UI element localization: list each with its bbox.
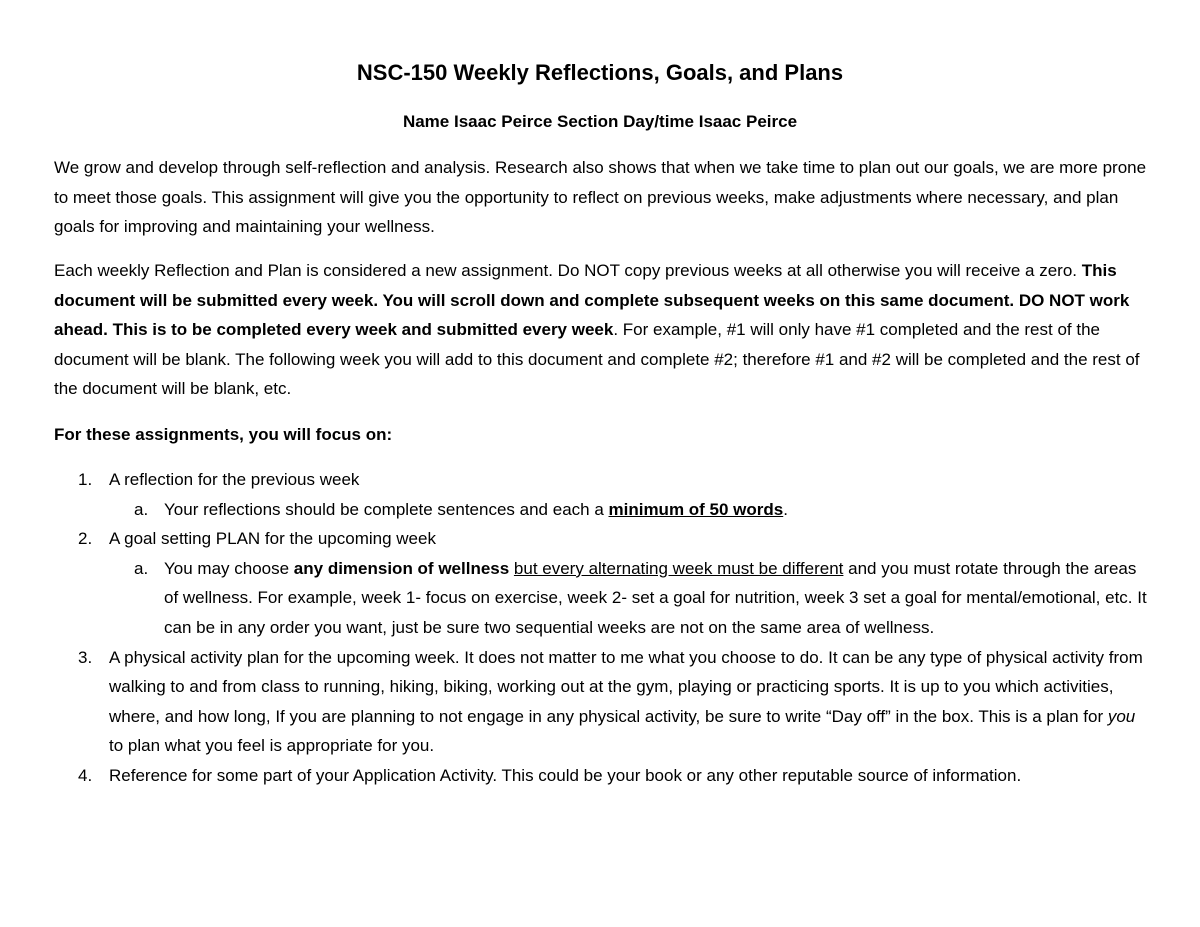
intro-paragraph: We grow and develop through self-reflection and analysis. Research also shows that when we take time to plan out our goals, we are more prone to meet those goals. This assignment will give you the opportunity to reflect on previous weeks, make adjustments where necessary, and plan goals for improving and maintaining your wellness.	[54, 158, 1147, 237]
list-number: 2.	[78, 529, 93, 549]
document-title: NSC-150 Weekly Reflections, Goals, and Plans	[356, 60, 844, 85]
list-number: 1.	[78, 470, 93, 489]
list-subitem-container	[54, 495, 1154, 525]
list-subitem	[109, 495, 1154, 525]
list-item-text: A reflection for the previous week	[109, 470, 360, 489]
list-subitem-text: You may choose	[164, 558, 294, 578]
list-subitem-text: Your reflections should be complete sentences and each a	[164, 499, 609, 519]
you-emphasis: you	[1107, 706, 1136, 726]
list-subnumber: a.	[134, 558, 149, 578]
instructions-bold-text: This document will be submitted every week. You will scroll down and complete subsequent weeks on this same document. DO NOT work ahead. This is to be completed every week and submitted every week	[54, 261, 1130, 340]
list-item	[54, 643, 1154, 761]
list-item	[54, 465, 1154, 495]
name-section-line: Name Isaac Peirce Section Day/time Isaac Peirce	[402, 112, 798, 131]
focus-heading: For these assignments, you will focus on:	[54, 425, 393, 444]
alternating-week-emphasis: but every alternating week must be different	[513, 558, 844, 578]
list-number: 4.	[78, 765, 93, 785]
instructions-text-2: . For example, #1 will only have #1 completed and the rest of the document will be blank. The following week you will add to this document and complete #2; therefore #1 and #2 will be completed and the rest of the document will be blank, etc.	[54, 320, 1140, 399]
instructions-paragraph	[54, 256, 1154, 404]
list-subitem-text-2: and you must rotate through the areas of wellness. For example, week 1- focus on exercise, week 2- set a goal for nutrition, week 3 set a goal for mental/emotional, etc. It can be in any order you want, just be sure two sequential weeks are not on the same area of wellness.	[164, 558, 1147, 637]
list-subitem-container	[54, 554, 1154, 643]
instructions-text-1: Each weekly Reflection and Plan is considered a new assignment. Do NOT copy previous weeks at all otherwise you will receive a zero.	[54, 261, 1082, 280]
wellness-dimension-emphasis: any dimension of wellness	[293, 558, 510, 578]
minimum-words-emphasis: minimum of 50 words	[608, 499, 784, 519]
list-item-text: Reference for some part of your Application Activity. This could be your book or any other reputable source of information.	[109, 765, 1022, 785]
list-subitem-end: .	[783, 499, 788, 519]
list-item	[54, 524, 1154, 554]
focus-list	[54, 465, 1154, 791]
list-subnumber: a.	[134, 499, 149, 519]
list-number: 3.	[78, 647, 93, 667]
list-subitem	[109, 554, 1154, 643]
list-item	[54, 761, 1154, 791]
list-item-text: A physical activity plan for the upcoming week. It does not matter to me what you choose to do. It can be any type of physical activity from walking to and from class to running, hiking, biking, working out at the gym, playing or practicing sports. It is up to you which activities, where, and how long, If you are planning to not engage in any physical activity, be sure to write “Day off” in the box. This is a plan for	[109, 647, 1143, 726]
list-item-text: A goal setting PLAN for the upcoming week	[109, 529, 436, 549]
list-item-text-2: to plan what you feel is appropriate for you.	[109, 736, 435, 756]
